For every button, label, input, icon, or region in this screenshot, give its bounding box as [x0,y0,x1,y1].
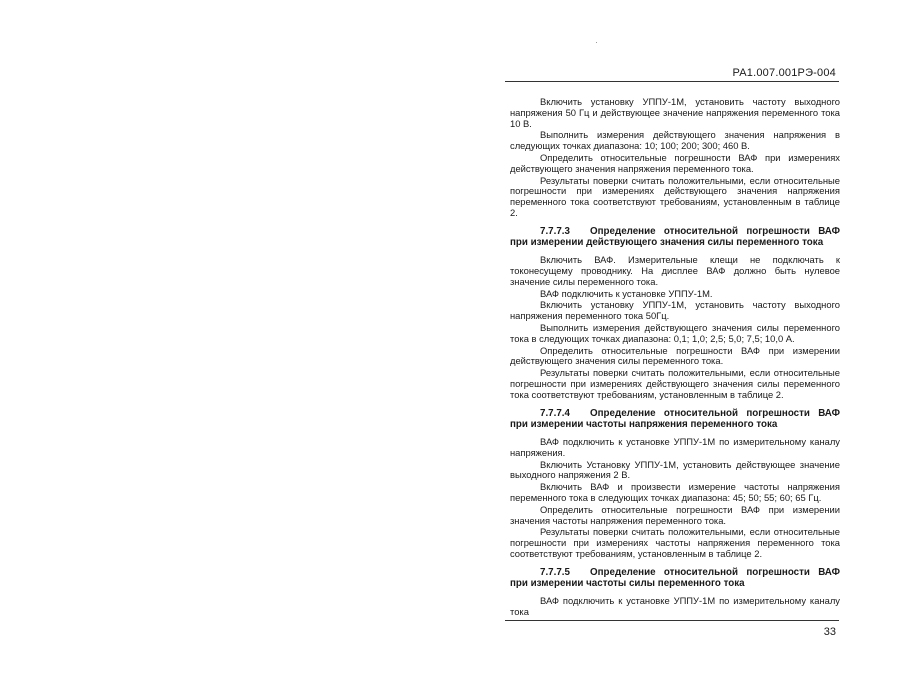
paragraph: Выполнить измерения действующего значения напряжения в следующих точках диапазона: 10; 100; 200; 300; 460 В. [510,129,840,152]
paragraph: Определить относительные погрешности ВАФ при измерении значения частоты напряжения переменного тока. [510,503,840,526]
header-rule [505,81,839,82]
section-heading [510,408,840,430]
section-number: 7.7.7.4 [540,407,570,419]
paragraph: Включить установку УППУ-1М, установить частоту выходного напряжения переменного тока 50Гц. [510,299,840,322]
section-heading [510,567,840,589]
paragraph: Выполнить измерения действующего значения силы переменного тока в следующих точках диапазона: 0,1; 1,0; 2,5; 5,0; 7,5; 10,0 А. [510,321,840,344]
section-number: 7.7.7.5 [540,566,570,578]
paragraph: Определить относительные погрешности ВАФ при измерении действующего значения силы переменного тока. [510,344,840,367]
section-title: Определение относительной погрешности ВАФ при измерении действующего значения силы переменного тока [510,225,840,248]
document-code: РА1.007.001РЭ-004 [732,67,836,79]
paragraph: Включить ВАФ и произвести измерение частоты напряжения переменного тока в следующих точках диапазона: 45; 50; 55; 60; 65 Гц. [510,481,840,503]
section-title: Определение относительной погрешности ВАФ при измерении частоты силы переменного тока [510,566,840,589]
paragraph: ВАФ подключить к установке УППУ-1М по измерительному каналу напряжения. [510,435,840,458]
section-number: 7.7.7.3 [540,225,570,237]
footer-rule [505,620,839,621]
paragraph: Результаты поверки считать положительными, если относительные погрешности при измерениях действующего значения силы переменного тока соответствуют требованиям, установленным в таблице 2. [510,367,840,400]
paragraph: Результаты поверки считать положительными, если относительные погрешности при измерениях частоты напряжения переменного тока соответствуют требованиям, установленным в таблице 2. [510,526,840,559]
paragraph: Включить установку УППУ-1М, установить частоту выходного напряжения 50 Гц и действующее значение напряжения переменного тока 10 В. [510,96,840,129]
scan-artifact [596,42,597,43]
paragraph: ВАФ подключить к установке УППУ-1М. [540,287,713,299]
paragraph: Включить Установку УППУ-1М, установить действующее значение выходного напряжения 2 В. [510,458,840,481]
paragraph: ВАФ подключить к установке УППУ-1М по измерительному каналу тока [510,595,840,617]
page-content [510,97,840,618]
paragraph: Включить ВАФ. Измерительные клещи не подключать к токонесущему проводнику. На дисплее ВАФ должно быть нулевое значение силы переменного тока. [510,254,840,287]
paragraph: Определить относительные погрешности ВАФ при измерениях действующего значения напряжения переменного тока. [510,151,840,174]
section-title: Определение относительной погрешности ВАФ при измерении частоты напряжения переменного тока [510,407,840,430]
section-heading [510,226,840,248]
page-number: 33 [823,626,836,638]
paragraph: Результаты поверки считать положительными, если относительные погрешности при измерениях действующего значения напряжения переменного тока соответствуют требованиям, установленным в таблице 2. [510,174,840,218]
